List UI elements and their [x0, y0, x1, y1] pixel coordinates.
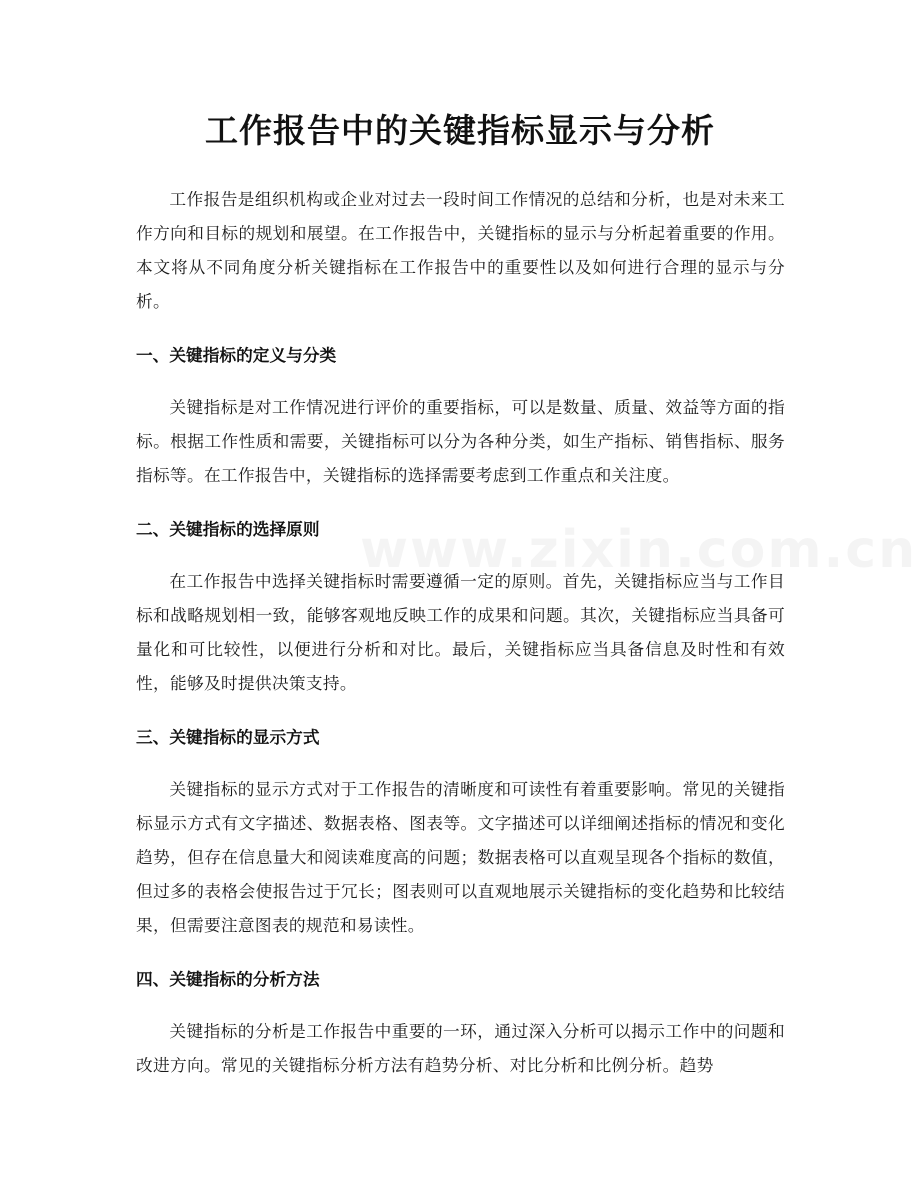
section-heading-4: 四、关键指标的分析方法 [136, 969, 320, 989]
section-heading-3: 三、关键指标的显示方式 [136, 727, 320, 747]
section-heading-1: 一、关键指标的定义与分类 [136, 345, 337, 365]
document-title: 工作报告中的关键指标显示与分析 [205, 111, 715, 150]
intro-paragraph: 工作报告是组织机构或企业对过去一段时间工作情况的总结和分析，也是对未来工作方向和目标的规划和展望。在工作报告中，关键指标的显示与分析起着重要的作用。本文将从不同角度分析关键指标在工作报告中的重要性以及如何进行合理的显示与分析。 [136, 189, 785, 311]
section-body-4: 关键指标的分析是工作报告中重要的一环，通过深入分析可以揭示工作中的问题和改进方向。常见的关键指标分析方法有趋势分析、对比分析和比例分析。趋势 [136, 1021, 785, 1075]
section-body-1: 关键指标是对工作情况进行评价的重要指标，可以是数量、质量、效益等方面的指标。根据工作性质和需要，关键指标可以分为各种分类，如生产指标、销售指标、服务指标等。在工作报告中，关键指标的选择需要考虑到工作重点和关注度。 [136, 397, 785, 485]
section-body-3: 关键指标的显示方式对于工作报告的清晰度和可读性有着重要影响。常见的关键指标显示方式有文字描述、数据表格、图表等。文字描述可以详细阐述指标的情况和变化趋势，但存在信息量大和阅读难度高的问题；数据表格可以直观呈现各个指标的数值，但过多的表格会使报告过于冗长；图表则可以直观地展示关键指标的变化趋势和比较结果，但需要注意图表的规范和易读性。 [136, 779, 785, 935]
section-heading-2: 二、关键指标的选择原则 [136, 519, 320, 539]
document-body [136, 182, 785, 1082]
section-body-2: 在工作报告中选择关键指标时需要遵循一定的原则。首先，关键指标应当与工作目标和战略规划相一致，能够客观地反映工作的成果和问题。其次，关键指标应当具备可量化和可比较性，以便进行分析和对比。最后，关键指标应当具备信息及时性和有效性，能够及时提供决策支持。 [136, 571, 785, 693]
